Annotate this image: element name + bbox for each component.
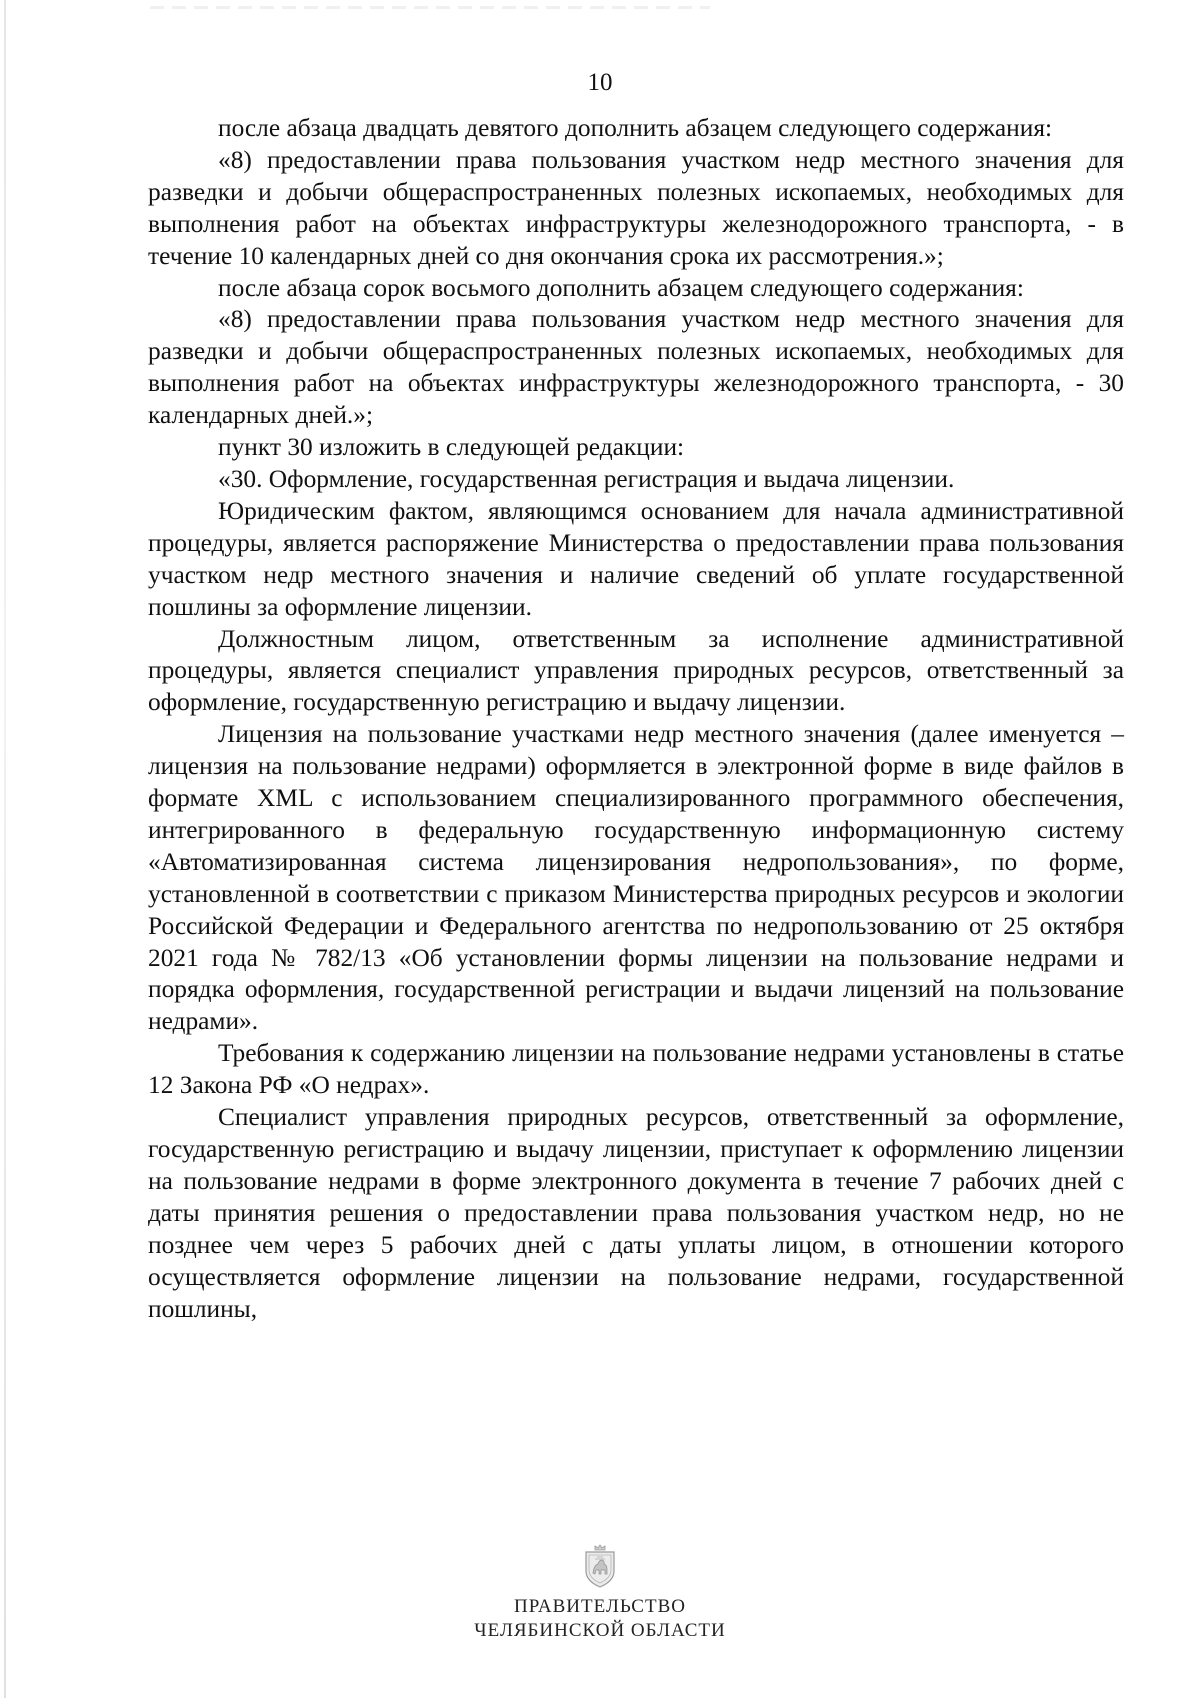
paragraph: «30. Оформление, государственная регистрация и выдача лицензии. [218,464,955,493]
document-body [148,113,1124,1325]
paragraph: после абзаца сорок восьмого дополнить абзацем следующего содержания: [218,273,1024,302]
paragraph: Должностным лицом, ответственным за исполнение административной процедуры, является специалист управления природных ресурсов, ответственный за оформление, государственную регистрацию и выдачу лицензии. [148,624,1124,717]
footer-org-line-2: ЧЕЛЯБИНСКОЙ ОБЛАСТИ [474,1620,726,1641]
paragraph: «8) предоставлении права пользования участком недр местного значения для разведки и добычи общераспространенных полезных ископаемых, необходимых для выполнения работ на объектах инфраструктуры железнодорожного транспорта, - в течение 10 календарных дней со дня окончания срока их рассмотрения.»; [148,145,1124,270]
scan-edge [4,0,6,1698]
paragraph: Требования к содержанию лицензии на пользование недрами установлены в статье 12 Закона РФ «О недрах». [148,1039,1124,1100]
paragraph: «8) предоставлении права пользования участком недр местного значения для разведки и добычи общераспространенных полезных ископаемых, необходимых для выполнения работ на объектах инфраструктуры железнодорожного транспорта, - 30 календарных дней.»; [148,305,1124,430]
paragraph: пункт 30 изложить в следующей редакции: [218,433,685,462]
scan-noise [150,6,710,9]
footer [0,1543,1200,1643]
paragraph: Лицензия на пользование участками недр местного значения (далее именуется – лицензия на пользование недрами) оформляется в электронной форме в виде файлов в формате XML с использованием специализированного программного обеспечения, интегрированного в федеральную государственную информационную систему «Автоматизированная система лицензирования недропользования», по форме, установленной в соответствии с приказом Министерства природных ресурсов и экологии Российской Федерации и Федерального агентства по недропользованию от 25 октября 2021 года № 782/13 «Об установлении формы лицензии на пользование недрами и порядка оформления, государственной регистрации и выдачи лицензий на пользование недрами». [148,720,1124,1036]
coat-of-arms-icon [581,1543,619,1589]
paragraph: Специалист управления природных ресурсов, ответственный за оформление, государственную регистрацию и выдачу лицензии, приступает к оформлению лицензии на пользование недрами в форме электронного документа в течение 7 рабочих дней с даты принятия решения о предоставлении права пользования участком недр, но не позднее чем через 5 рабочих дней с даты уплаты лицом, в отношении которого осуществляется оформление лицензии на пользование недрами, государственной пошлины, [148,1103,1124,1323]
footer-org-line-1: ПРАВИТЕЛЬСТВО [514,1596,686,1617]
paragraph: Юридическим фактом, являющимся основанием для начала административной процедуры, является распоряжение Министерства о предоставлении права пользования участком недр местного значения и наличие сведений об уплате государственной пошлины за оформление лицензии. [148,496,1124,621]
page-number: 10 [587,69,613,96]
paragraph: после абзаца двадцать девятого дополнить абзацем следующего содержания: [218,114,1053,142]
